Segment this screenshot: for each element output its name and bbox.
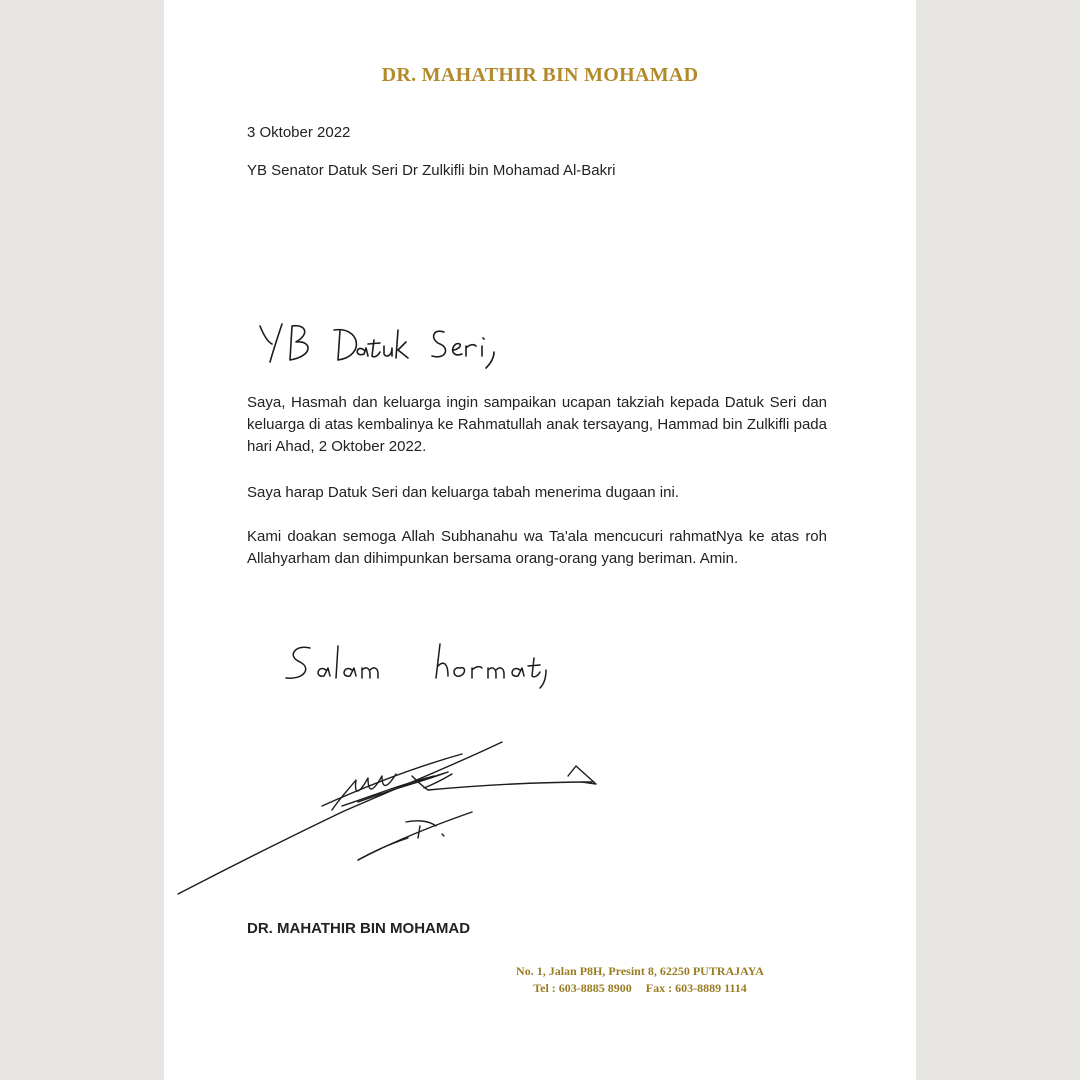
signatory-name: DR. MAHATHIR BIN MOHAMAD (247, 920, 471, 937)
paragraph-condolence: Saya, Hasmah dan keluarga ingin sampaikan ucapan takziah kepada Datuk Seri dan keluarga di atas kembalinya ke Rahmatullah anak tersayang, Hammad bin Zulkifli pada hari Ahad, 2 Oktober 2022. (247, 394, 827, 455)
letter-page (164, 0, 916, 1080)
letter-date: 3 Oktober 2022 (247, 124, 351, 141)
paragraph-wish: Saya harap Datuk Seri dan keluarga tabah menerima dugaan ini. (247, 484, 679, 501)
handwritten-salutation (256, 316, 556, 376)
footer-contact (264, 981, 1016, 996)
paragraph-prayer: Kami doakan semoga Allah Subhanahu wa Ta'ala mencucuri rahmatNya ke atas roh Allahyarham dan dihimpunkan bersama orang-orang yang beriman. Amin. (247, 528, 827, 567)
footer-address: No. 1, Jalan P8H, Presint 8, 62250 PUTRAJAYA (516, 964, 764, 978)
handwritten-closing (282, 640, 602, 690)
signature (172, 736, 622, 906)
letterhead-title: DR. MAHATHIR BIN MOHAMAD (381, 64, 699, 86)
footer-tel: Tel : 603-8885 8900 (533, 981, 632, 995)
recipient-line: YB Senator Datuk Seri Dr Zulkifli bin Mohamad Al-Bakri (247, 162, 616, 179)
footer-fax: Fax : 603-8889 1114 (645, 981, 747, 995)
